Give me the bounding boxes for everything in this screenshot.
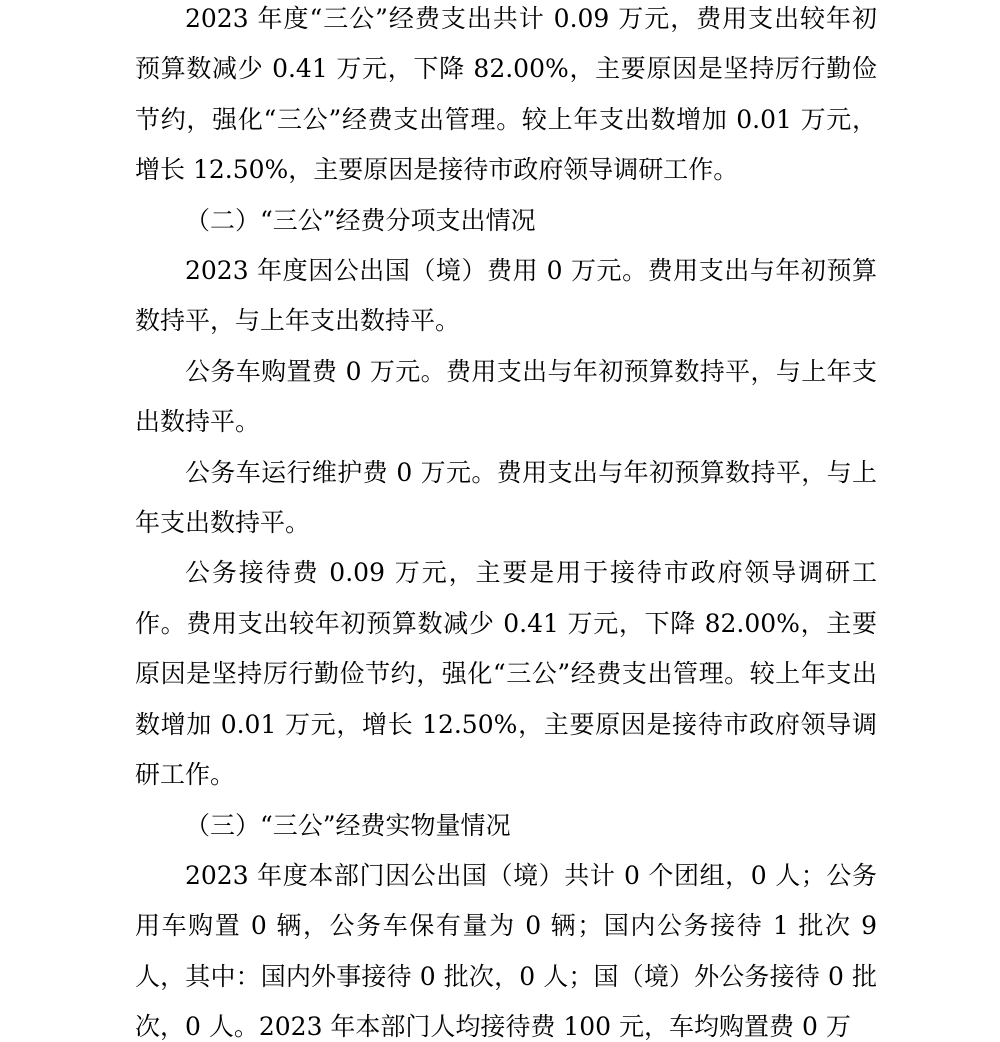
document-page (135, 0, 877, 1042)
paragraph-vehicle-maintenance: 公务车运行维护费 0 万元。费用支出与年初预算数持平，与上年支出数持平。 (135, 457, 877, 538)
paragraph-reception-expense: 公务接待费 0.09 万元，主要是用于接待市政府领导调研工作。费用支出较年初预算数减少 0.41 万元，下降 82.00%，主要原因是坚持厉行勤俭节约，强化“三公”经费支出管理。较上年支出数增加 0.01 万元，增长 12.50%，主要原因是接待市政府领导调研工作。 (135, 558, 877, 790)
paragraph-total-expenditure: 2023 年度“三公”经费支出共计 0.09 万元，费用支出较年初预算数减少 0.41 万元，下降 82.00%，主要原因是坚持厉行勤俭节约，强化“三公”经费支出管理。较上年支出数增加 0.01 万元，增长 12.50%，主要原因是接待市政府领导调研工作。 (135, 4, 877, 185)
paragraph-overseas-expense: 2023 年度因公出国（境）费用 0 万元。费用支出与年初预算数持平，与上年支出数持平。 (135, 256, 877, 336)
section-heading-2: （二）“三公”经费分项支出情况 (185, 205, 536, 235)
paragraph-physical-quantity: 2023 年度本部门因公出国（境）共计 0 个团组，0 人；公务用车购置 0 辆，公务车保有量为 0 辆；国内公务接待 1 批次 9 人，其中：国内外事接待 0 批次，0 人；国（境）外公务接待 0 批次，0 人。2023 年本部门人均接待费 100 元，车均购置费 0 万 (135, 860, 877, 1042)
paragraph-vehicle-purchase: 公务车购置费 0 万元。费用支出与年初预算数持平，与上年支出数持平。 (135, 356, 877, 437)
section-heading-3: （三）“三公”经费实物量情况 (185, 810, 511, 840)
